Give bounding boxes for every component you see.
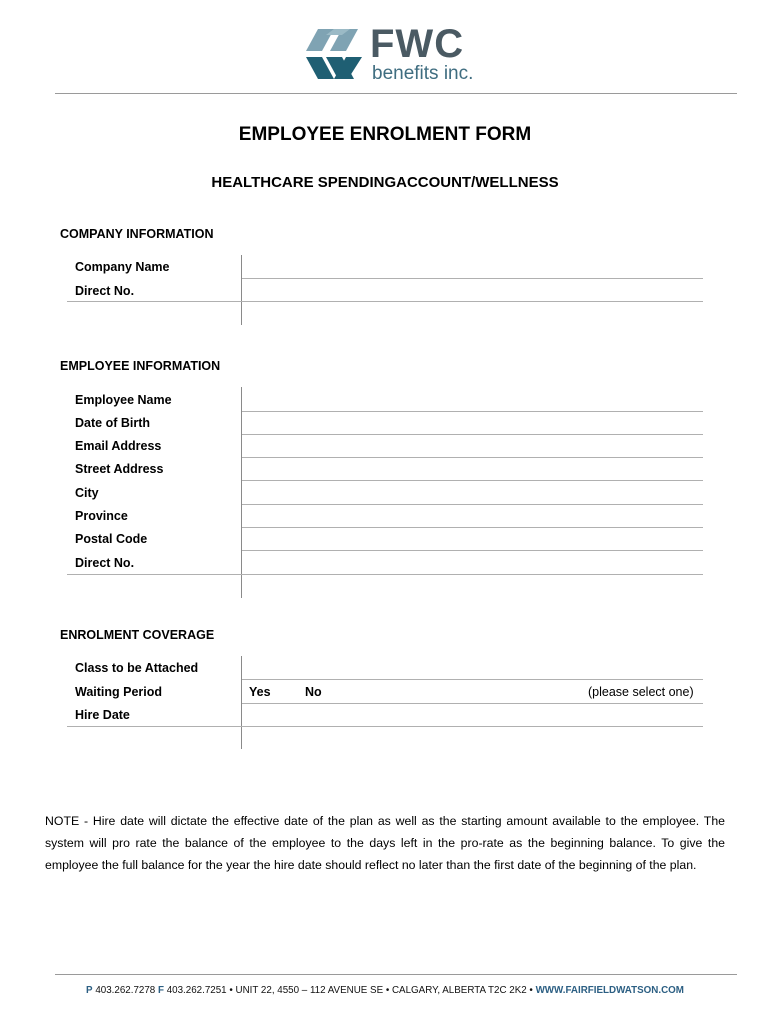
company-direct-label: Direct No.: [75, 284, 135, 298]
employee-section-heading: EMPLOYEE INFORMATION: [60, 359, 221, 373]
city-field[interactable]: [242, 504, 703, 505]
dob-label: Date of Birth: [75, 416, 150, 430]
postal-label: Postal Code: [75, 532, 148, 546]
hire-date-label: Hire Date: [75, 708, 130, 722]
class-field[interactable]: [242, 679, 703, 680]
hire-date-field[interactable]: [67, 726, 703, 727]
province-label: Province: [75, 509, 128, 523]
footer-address: • UNIT 22, 4550 – 112 AVENUE SE • CALGARY, ALBERTA T2C 2K2 •: [229, 985, 533, 996]
employee-name-field[interactable]: [242, 411, 703, 412]
coverage-section-heading: ENROLMENT COVERAGE: [60, 628, 215, 642]
email-field[interactable]: [242, 457, 703, 458]
city-label: City: [75, 486, 99, 500]
footer-website-link[interactable]: WWW.FAIRFIELDWATSON.COM: [535, 985, 684, 996]
company-name-label: Company Name: [75, 260, 170, 274]
logo-subtitle: benefits inc.: [372, 63, 474, 84]
street-label: Street Address: [75, 462, 164, 476]
waiting-period-label: Waiting Period: [75, 685, 163, 699]
waiting-no-option[interactable]: No: [305, 685, 322, 699]
logo-wordmark: [370, 24, 473, 84]
footer-phone: 403.262.7278: [95, 985, 156, 996]
footer-phone-label: P: [86, 985, 93, 996]
postal-field[interactable]: [242, 550, 703, 551]
province-field[interactable]: [242, 527, 703, 528]
dob-field[interactable]: [242, 434, 703, 435]
footer-contact: [0, 985, 770, 996]
waiting-period-rule: [242, 703, 703, 704]
footer-divider: [55, 974, 737, 975]
employee-column-divider: [241, 387, 242, 598]
waiting-hint: (please select one): [588, 685, 694, 699]
footer-fax: 403.262.7251: [166, 985, 227, 996]
street-field[interactable]: [242, 480, 703, 481]
company-section-heading: COMPANY INFORMATION: [60, 227, 214, 241]
employee-direct-field[interactable]: [67, 574, 703, 575]
logo-name: FWC: [370, 22, 465, 66]
header-divider: [55, 93, 737, 94]
company-name-field[interactable]: [242, 278, 703, 279]
email-label: Email Address: [75, 439, 162, 453]
company-direct-field[interactable]: [67, 301, 703, 302]
footer-fax-label: F: [157, 985, 164, 996]
form-subtitle: HEALTHCARE SPENDINGACCOUNT/WELLNESS: [211, 174, 559, 191]
employee-direct-label: Direct No.: [75, 556, 135, 570]
class-label: Class to be Attached: [75, 661, 199, 675]
waiting-yes-option[interactable]: Yes: [249, 685, 271, 699]
company-column-divider: [241, 255, 242, 325]
employee-name-label: Employee Name: [75, 393, 172, 407]
hire-date-note: NOTE - Hire date will dictate the effective date of the plan as well as the starting amount available to the employee. The system will pro rate the balance of the employee to the days left in the pro-rate as the beginning balance. To give the employee the full balance for the year the hire date should reflect no later than the first date of the beginning of the plan.: [45, 814, 725, 872]
form-title: EMPLOYEE ENROLMENT FORM: [238, 124, 532, 145]
